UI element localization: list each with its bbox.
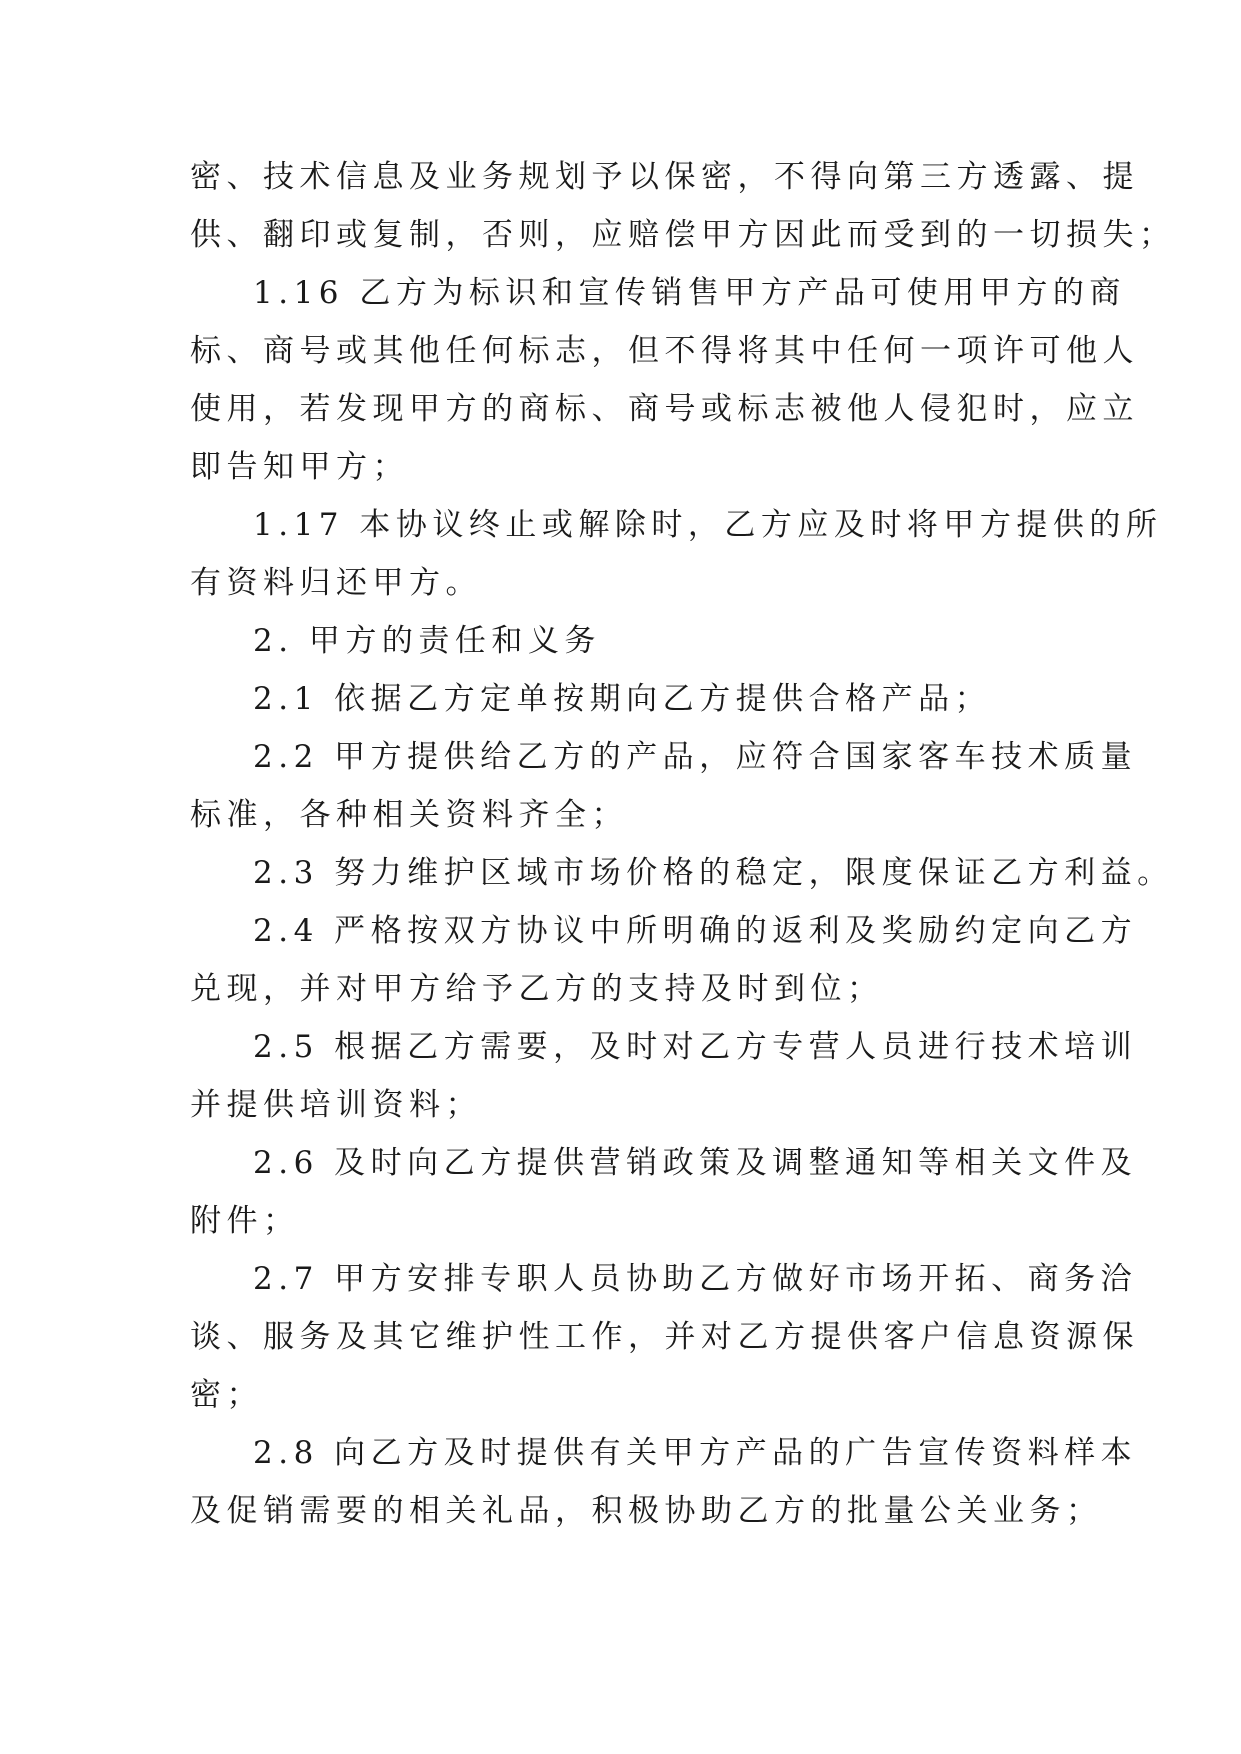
text-line: 标准，各种相关资料齐全； xyxy=(190,797,628,833)
section-heading-2: 2. 甲方的责任和义务 xyxy=(253,623,601,659)
text-line: 密、技术信息及业务规划予以保密，不得向第三方透露、提 xyxy=(190,159,1139,195)
document-body xyxy=(190,158,1176,1550)
text-line: 有资料归还甲方。 xyxy=(190,565,482,601)
text-line: 并提供培训资料； xyxy=(190,1087,482,1123)
text-line: 及促销需要的相关礼品，积极协助乙方的批量公关业务； xyxy=(190,1493,1103,1529)
text-line: 密； xyxy=(190,1377,263,1413)
clause-2-8: 2.8 向乙方及时提供有关甲方产品的广告宣传资料样本 xyxy=(253,1435,1138,1471)
text-line: 供、翻印或复制，否则，应赔偿甲方因此而受到的一切损失； xyxy=(190,217,1176,253)
clause-1-17: 1.17 本协议终止或解除时，乙方应及时将甲方提供的所 xyxy=(253,507,1163,543)
text-line: 使用，若发现甲方的商标、商号或标志被他人侵犯时，应立 xyxy=(190,391,1139,427)
clause-2-1: 2.1 依据乙方定单按期向乙方提供合格产品； xyxy=(253,681,992,717)
clause-1-16: 1.16 乙方为标识和宣传销售甲方产品可使用甲方的商 xyxy=(253,275,1126,311)
text-line: 谈、服务及其它维护性工作，并对乙方提供客户信息资源保 xyxy=(190,1319,1139,1355)
clause-2-4: 2.4 严格按双方协议中所明确的返利及奖励约定向乙方 xyxy=(253,913,1138,949)
text-line: 兑现，并对甲方给予乙方的支持及时到位； xyxy=(190,971,884,1007)
text-line: 标、商号或其他任何标志，但不得将其中任何一项许可他人 xyxy=(190,333,1139,369)
text-line: 即告知甲方； xyxy=(190,449,409,485)
clause-2-3: 2.3 努力维护区域市场价格的稳定，限度保证乙方利益。 xyxy=(253,855,1174,891)
clause-2-5: 2.5 根据乙方需要，及时对乙方专营人员进行技术培训 xyxy=(253,1029,1138,1065)
text-line: 附件； xyxy=(190,1203,300,1239)
clause-2-2: 2.2 甲方提供给乙方的产品，应符合国家客车技术质量 xyxy=(253,739,1138,775)
clause-2-6: 2.6 及时向乙方提供营销政策及调整通知等相关文件及 xyxy=(253,1145,1138,1181)
clause-2-7: 2.7 甲方安排专职人员协助乙方做好市场开拓、商务洽 xyxy=(253,1261,1138,1297)
